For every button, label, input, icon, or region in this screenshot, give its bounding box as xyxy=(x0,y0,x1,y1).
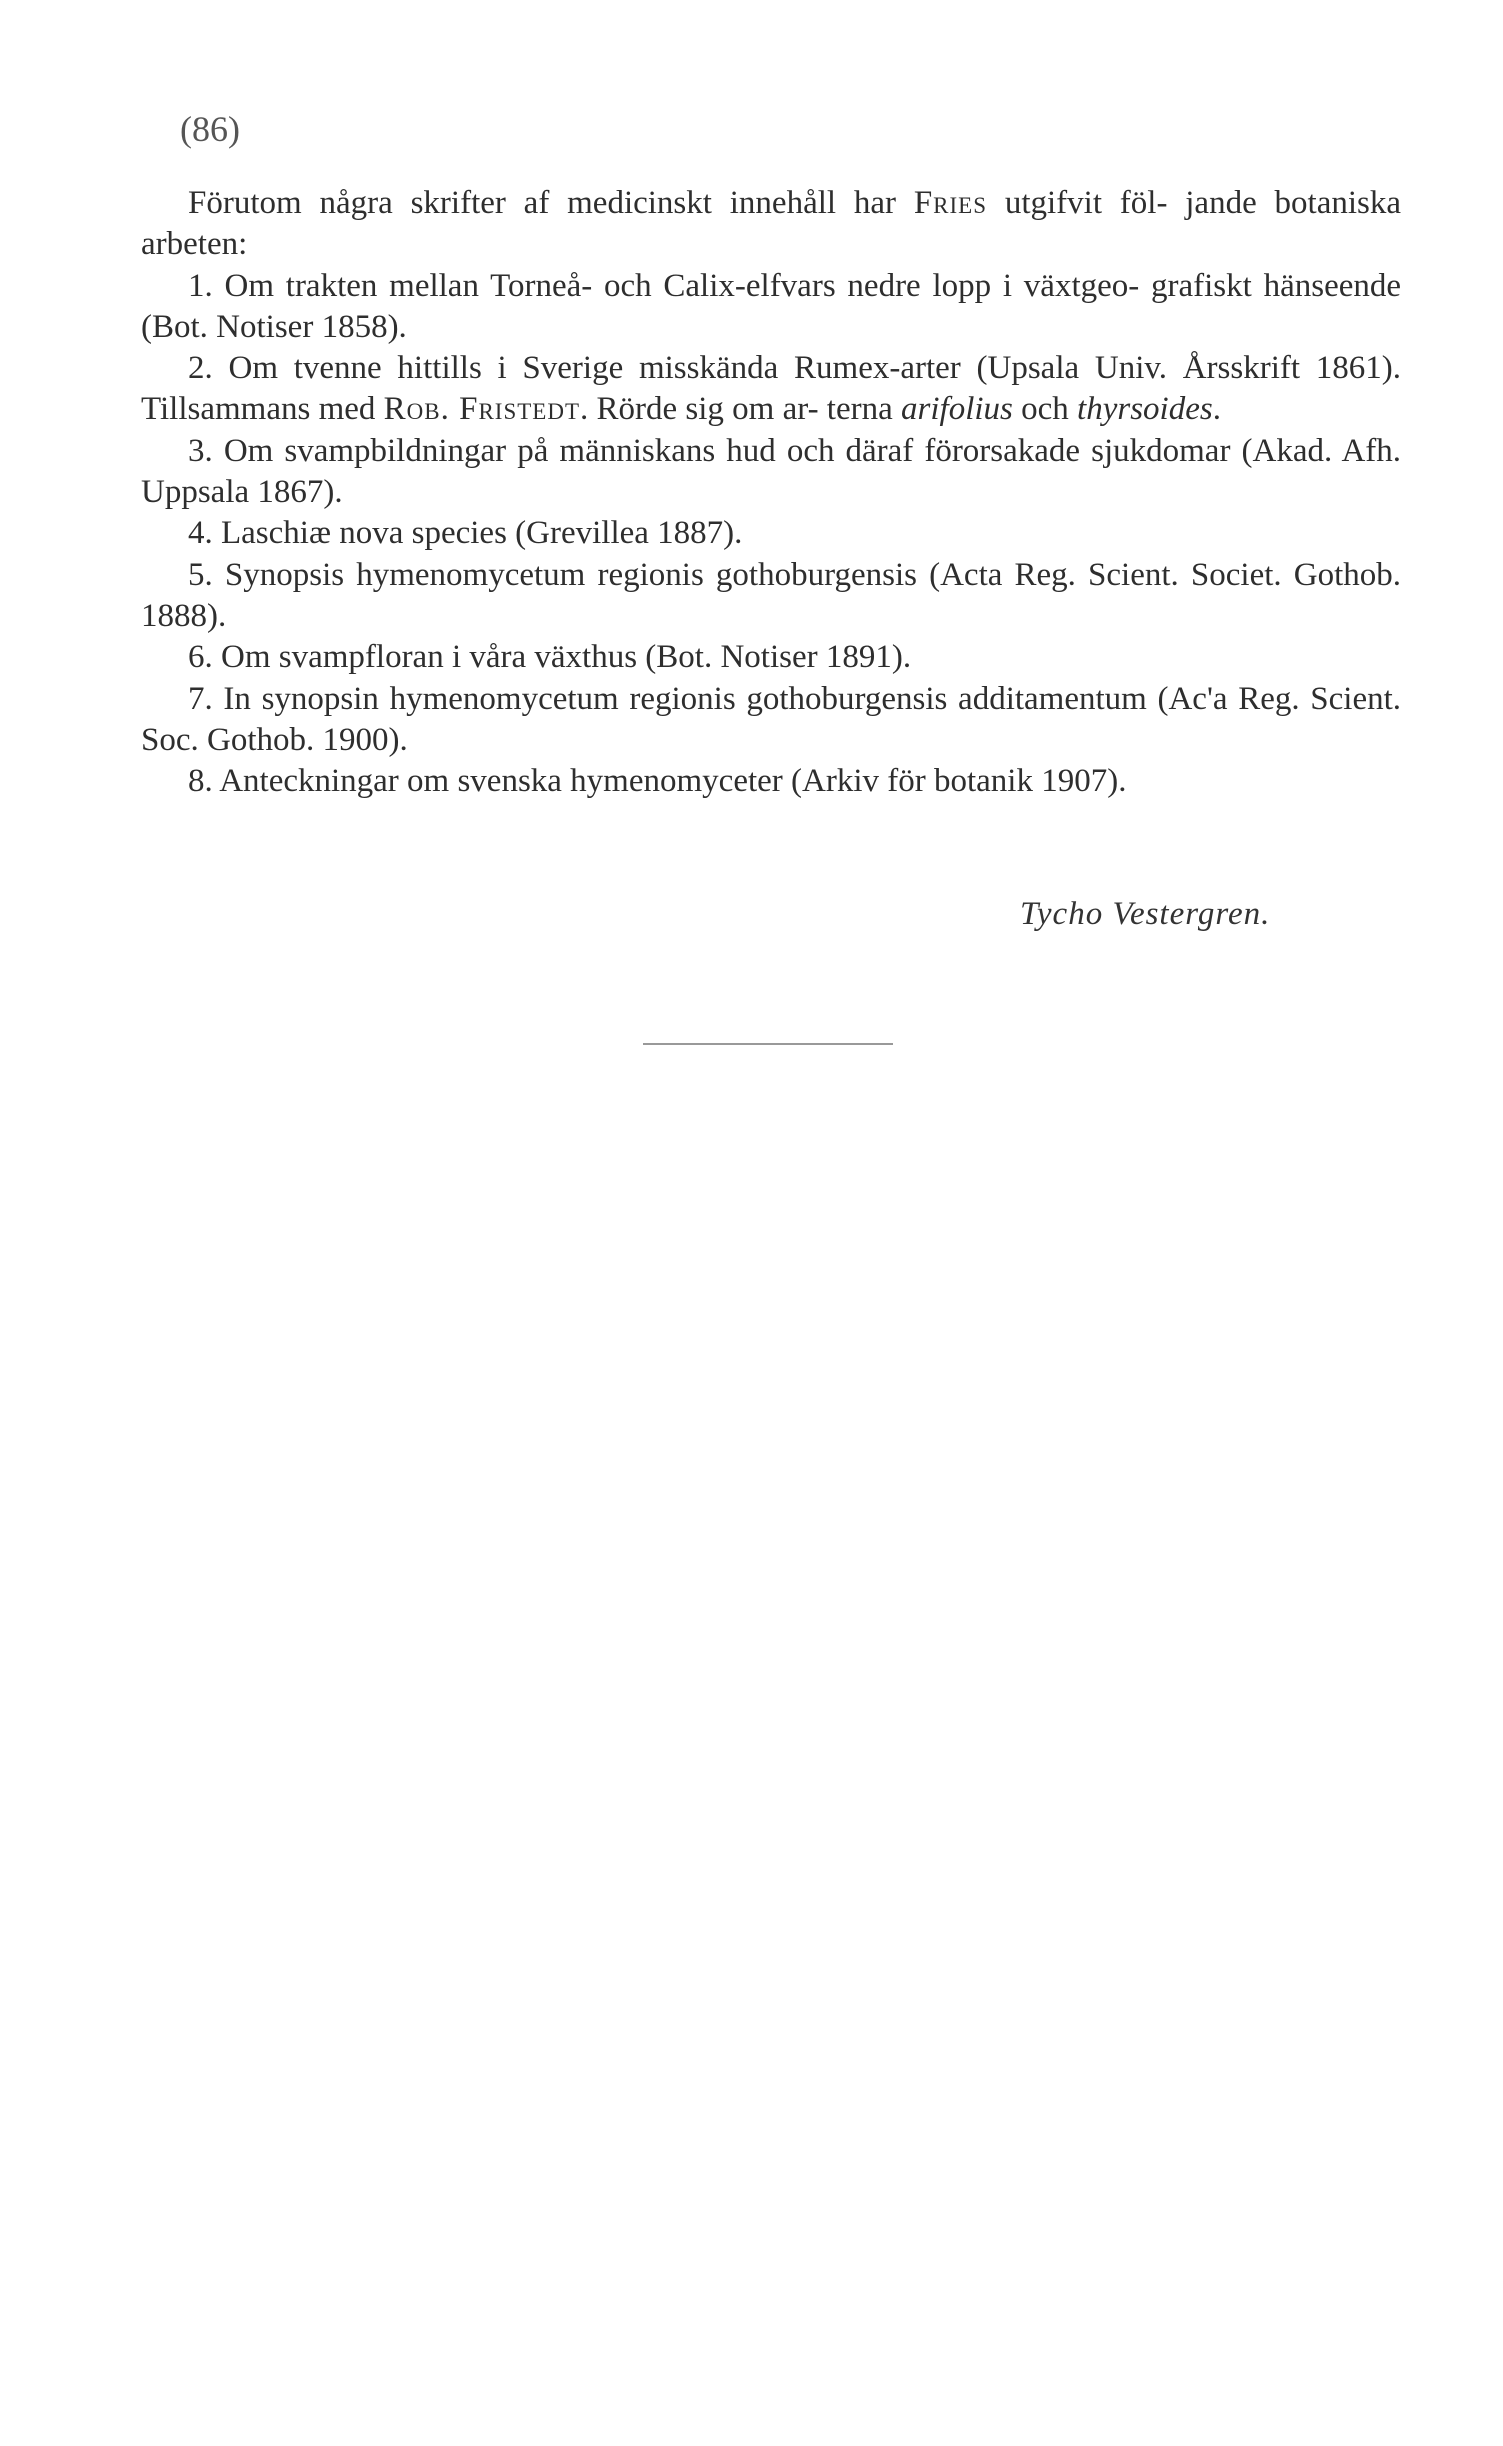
item-text-end: . xyxy=(1212,391,1221,428)
item-text: Om svampfloran i våra växthus (Bot. Notiser 1891). xyxy=(221,639,912,676)
species-name: thyrsoides xyxy=(1077,391,1213,428)
author-signature: Tycho Vestergren. xyxy=(1020,896,1271,932)
item-number: 8. xyxy=(188,763,213,800)
intro-paragraph xyxy=(141,183,1401,266)
item-text: In synopsin hymenomycetum regionis gothoburgensis additamentum (Ac'a Reg. Scient. Soc. Gothob. 1900). xyxy=(141,680,1402,758)
list-item-1 xyxy=(141,266,1401,349)
item-text: Synopsis hymenomycetum regionis gothoburgensis (Acta Reg. Scient. Societ. Gothob. 1888). xyxy=(141,556,1402,634)
section-divider xyxy=(643,1043,893,1045)
item-text: Om tvenne hittills i Sverige misskända Rumex-arter (Upsala Univ. Årsskrift 1861). Tillsammans med xyxy=(141,350,1402,428)
list-item-3 xyxy=(141,431,1401,514)
item-number: 4. xyxy=(188,515,213,552)
item-text: Laschiæ nova species (Grevillea 1887). xyxy=(221,515,743,552)
author-name: Fries xyxy=(913,185,988,221)
item-number: 1. xyxy=(188,267,213,304)
coauthor-name: Rob. Fristedt xyxy=(383,391,581,428)
item-text-cont: och xyxy=(1012,391,1078,428)
page-number: (86) xyxy=(180,109,240,149)
list-item-4 xyxy=(141,513,1401,554)
item-number: 6. xyxy=(188,639,213,676)
list-item-2 xyxy=(141,348,1401,431)
item-number: 5. xyxy=(188,556,213,593)
item-text: Anteckningar om svenska hymenomyceter (Arkiv för botanik 1907). xyxy=(219,763,1127,800)
item-text: Om trakten mellan Torneå- och Calix-elfvars nedre lopp i växtgeo- grafiskt hänseende (Bot. Notiser 1858). xyxy=(141,267,1402,345)
list-item-5 xyxy=(141,555,1401,638)
item-text-cont: . Rörde sig om ar- terna xyxy=(580,391,902,428)
item-number: 2. xyxy=(188,350,213,387)
item-number: 3. xyxy=(188,432,213,469)
list-item-8 xyxy=(141,761,1401,802)
list-item-6 xyxy=(141,637,1401,678)
species-name: arifolius xyxy=(901,391,1013,428)
item-number: 7. xyxy=(188,680,213,717)
intro-text-end: utgifvit föl- jande botaniska arbeten: xyxy=(141,185,1401,263)
body-text xyxy=(141,183,1401,802)
list-item-7 xyxy=(141,679,1401,762)
intro-text: Förutom några skrifter af medicinskt innehåll har xyxy=(188,185,914,221)
item-text: Om svampbildningar på människans hud och däraf förorsakade sjukdomar (Akad. Afh. Uppsala 1867). xyxy=(141,432,1402,511)
